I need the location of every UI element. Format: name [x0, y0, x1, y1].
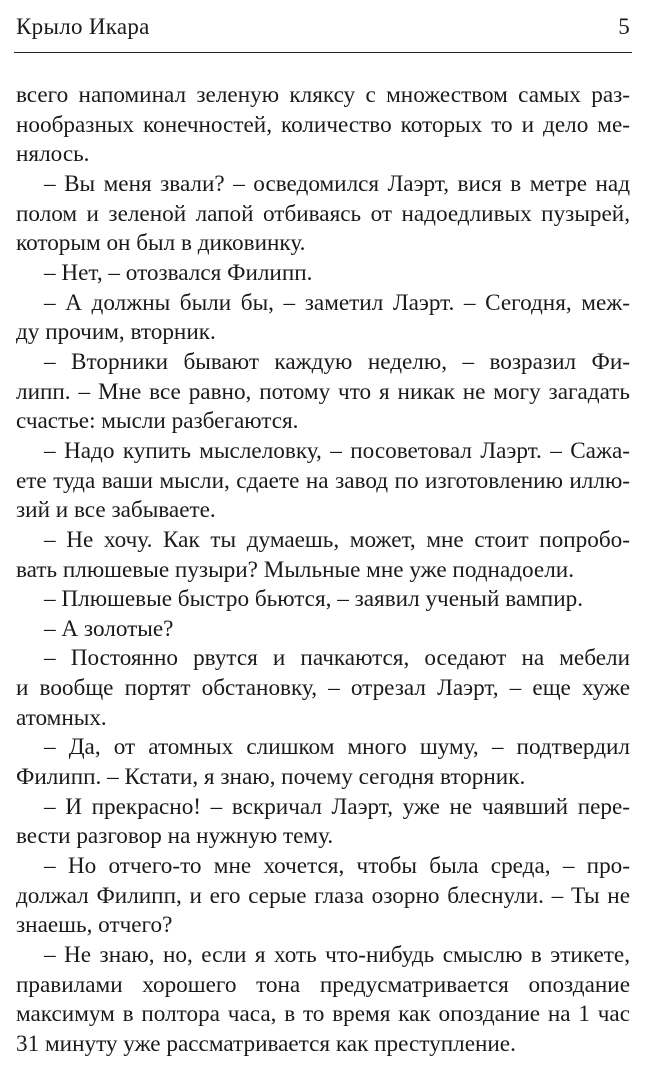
text-line: – Не хочу. Как ты думаешь, может, мне стоит попробо- — [44, 526, 630, 553]
text-line: максимум в полтора часа, в то время как опоздание на 1 час — [16, 1001, 630, 1028]
text-line: вать плюшевые пузыри? Мыльные мне уже поднадоели. — [16, 556, 574, 583]
text-line: нялось. — [16, 141, 90, 168]
text-line: всего напоминал зеленую кляксу с множеством самых раз- — [16, 82, 630, 108]
text-line: – А должны были бы, – заметил Лаэрт. – Сегодня, меж- — [44, 289, 630, 316]
text-line: – Да, от атомных слишком много шуму, – подтвердил — [44, 734, 630, 761]
text-line: зий и все забываете. — [16, 497, 216, 524]
text-line: правилами хорошего тона предусматривается опоздание — [16, 971, 630, 998]
text-line: счастье: мысли разбегаются. — [16, 408, 299, 435]
text-line: – Вы меня звали? – осведомился Лаэрт, вися в метре над — [44, 170, 630, 197]
text-line: – Нет, – отозвался Филипп. — [44, 259, 313, 286]
text-line: ду прочим, вторник. — [16, 319, 216, 346]
page-number: 5 — [618, 14, 630, 39]
text-line: – Но отчего-то мне хочется, чтобы была среда, – про- — [44, 853, 630, 880]
text-line: должал Филипп, и его серые глаза озорно блеснули. – Ты не — [16, 882, 630, 909]
body-text — [16, 81, 630, 1060]
text-line: ете туда ваши мысли, сдаете на завод по изготовлению иллю- — [16, 467, 630, 494]
text-line: липп. – Мне все равно, потому что я никак не могу загадать — [16, 378, 630, 405]
text-line: 31 минуту уже рассматривается как преступление. — [16, 1031, 516, 1057]
running-header — [16, 12, 630, 42]
header-rule — [14, 52, 632, 53]
text-line: – Вторники бывают каждую неделю, – возразил Фи- — [44, 348, 630, 375]
text-line: – А золотые? — [44, 615, 174, 642]
text-line: которым он был в диковинку. — [16, 230, 306, 257]
text-line: вести разговор на нужную тему. — [16, 823, 334, 850]
text-line: – Плюшевые быстро бьются, – заявил ученый вампир. — [44, 586, 584, 613]
text-line: и вообще портят обстановку, – отрезал Лаэрт, – еще хуже — [16, 675, 630, 702]
text-line: – Не знаю, но, если я хоть что-нибудь смыслю в этикете, — [44, 942, 630, 969]
text-line: полом и зеленой лапой отбиваясь от надоедливых пузырей, — [16, 200, 630, 227]
text-line: – Надо купить мыслеловку, – посоветовал Лаэрт. – Сажа- — [44, 437, 630, 464]
text-line: нообразных конечностей, количество которых то и дело ме- — [16, 111, 630, 138]
text-line: – И прекрасно! – вскричал Лаэрт, уже не чаявший пере- — [44, 793, 630, 820]
book-title: Крыло Икара — [16, 14, 150, 39]
text-line: Филипп. – Кстати, я знаю, почему сегодня вторник. — [16, 764, 526, 791]
text-line: атомных. — [16, 704, 107, 731]
text-line: – Постоянно рвутся и пачкаются, оседают на мебели — [44, 645, 630, 672]
text-line: знаешь, отчего? — [16, 912, 173, 939]
